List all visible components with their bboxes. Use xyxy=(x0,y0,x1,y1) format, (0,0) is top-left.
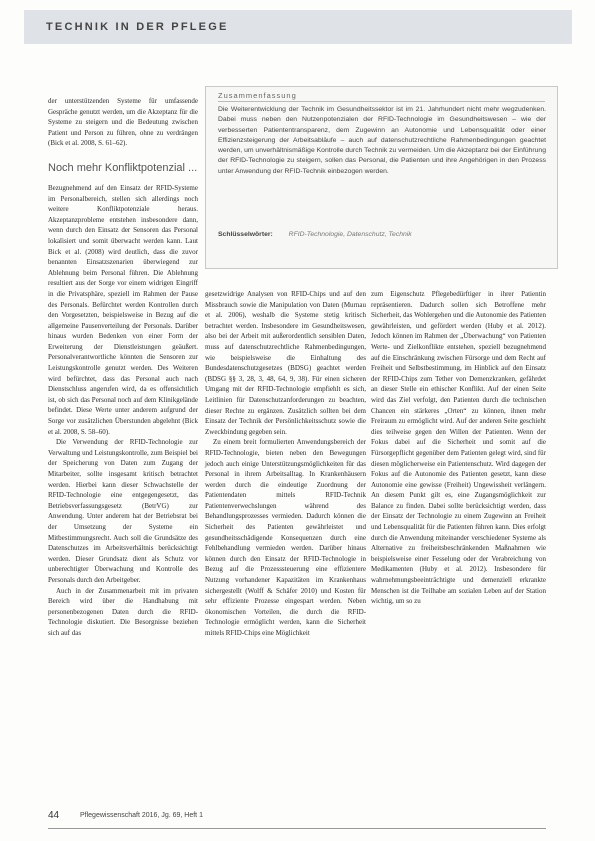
paragraph: Bezugnehmend auf den Einsatz der RFID-Systeme im Personalbereich, stellen sich allerdings noch weitere Konfliktpotenziale heraus. Akzeptanzprobleme entstehen insbesondere dann, wenn durch den Einsatz der Sensoren das Personal lokalisiert und somit überwacht werden kann. Laut Bick et al. (2008) wird deutlich, dass die zuvor benannten Einsatzszenarien überwiegend zur Ablehnung beim Personal führen. Die Ablehnung resultiert aus der Sorge vor einem widrigen Eingriff in die Privatsphäre, speziell im Rahmen der Pause des Personals. Befürchtet werden Kontrollen durch den Vorgesetzten, beispielsweise in Bezug auf die allgemeine Pausenverteilung der Personals. Darüber hinaus wurden Bedenken von einer Form der Erweiterung der Dienstleistungen geäußert. Personalverantwortliche könnten die Sensoren zur Leistungskontrolle genutzt werden. Des Weiteren wird befürchtet, dass das Personal auch nach Dienstschluss angerufen wird, da es offensichtlich ist, ob sich das Personal noch auf dem Klinikgelände befindet. Diese Werte unter anderem aufgrund der Sorge vor zusätzlichen Überstunden abgelehnt (Bick et al. 2008, S. 58–60). xyxy=(48,183,198,436)
summary-text: Die Weiterentwicklung der Technik im Gesundheitssektor ist im 21. Jahrhundert nicht mehr wegzudenken. Dabei muss neben den Nutzenpotenzialen der RFID-Technologie im Gesundheitswesen – wie der verbesserten Patiententransparenz, dem Zugewinn an Autonomie und Lebensqualität oder einer Effizienzsteigerung der Arbeitsabläufe – auch auf datenschutzrechtliche Rahmenbedingungen geachtet werden, um unverhältnismäßige Kontrolle durch Technik zu vermeiden. Um die Akzeptanz bei der Einführung der RFID-Technologie zu steigern, sollen das Personal, die Patienten und ihre Angehörigen in den Prozess unter Anwendung der RFID-Technik einbezogen werden. xyxy=(218,106,546,175)
section-header xyxy=(24,10,572,44)
keywords-value: RFID-Technologie, Datenschutz, Technik xyxy=(288,231,412,238)
summary-divider xyxy=(218,101,545,102)
page-number: 44 xyxy=(48,810,60,821)
column-left xyxy=(48,96,198,639)
paragraph: der unterstützenden Systeme für umfassende Gespräche genutzt werden, um die Akzeptanz für die Systeme zu steigern und die Bedeutung zwischen Patient und Person zu führen, ohne zu verdrängen (Bick et al. 2008, S. 61–62). xyxy=(48,97,198,148)
journal-citation: Pflegewissenschaft 2016, Jg. 69, Heft 1 xyxy=(80,812,203,819)
keywords-label: Schlüsselwörter: xyxy=(218,231,273,238)
paragraph: Auch in der Zusammenarbeit mit im privaten Bereich wird über die Handhabung mit personenbezogenen Daten durch die RFID-Technologie diskutiert. Die Besorgnisse beziehen sich auf das xyxy=(48,586,198,637)
subheading: Noch mehr Konfliktpotenzial ... xyxy=(48,161,198,174)
column-right xyxy=(371,289,546,607)
page-footer xyxy=(48,810,568,826)
keywords-line xyxy=(218,231,546,238)
footer-divider xyxy=(48,828,546,829)
summary-box xyxy=(205,86,558,269)
paragraph: zum Eigenschutz Pflegebedürftiger in ihrer Patientin repräsentieren. Dadurch sollen sich Betroffene mehr Sicherheit, das Wohlergehen und die Autonomie des Patienten gewährleisten, und gefördert werden (Huby et al. 2012). Jedoch können im Rahmen der „Überwachung“ von Patienten Werte- und Zielkonflikte entstehen, speziell bezugnehmend auf die Einschränkung zwischen Fürsorge und dem Recht auf Freiheit und Selbstbestimmung, im Hinblick auf den Einsatz der RFID-Chips zum Tether von Demenzkranken, gefährdet an dieser Stelle ein ethischer Konflikt. Auf der einen Seite wird das Ziel verfolgt, den Patienten durch die technischen Chancen ein stärkeres „Orten“ zu können, ihnen mehr Freiraum zu ermöglicht wird. Auf der anderen Seite geschieht dies teilweise gegen den Willen der Patienten. Wenn der Fokus dabei auf die Sicherheit und somit auf die Fürsorgepflicht gegenüber dem Patienten gelegt wird, sind für diesen möglicherweise ein Patientenschutz. Wird dagegen der Fokus auf die Autonomie des Patienten gesetzt, kann diese Autonomie eine gewisse (Freiheit) Ungewissheit verlängern. An diesem Punkt gilt es, eine Zugangsmöglichkeit zur Balance zu finden. Dabei sollte berücksichtigt werden, dass der Einsatz der Technologie zu einem Zugewinn an Freiheit und Lebensqualität für die Patienten führen kann. Dies erfolgt durch die Anwendung miteinander verschiedener Systeme als Alternative zu freiheitsbeschränkenden Maßnahmen wie beispielsweise einer Fesselung oder der Verabreichung von Medikamenten (Huby et al. 2012). Insbesondere für wahrnehmungsbeeinträchtigte und demenziell erkrankte Menschen ist die Teilhabe am sozialen Leben auf der Station wichtig, um so zu xyxy=(371,290,546,606)
paragraph: gesetzwidrige Analysen von RFID-Chips und auf den Missbrauch sowie die Manipulation von Daten (Murnau et al. 2006), weshalb die Systeme stetig kritisch betrachtet werden. Insbesondere im Gesundheitswesen, also bei der Arbeit mit außerordentlich sensiblen Daten, muss auf datenschutzrechtliche Rahmenbedingungen, wie beispielsweise die Einhaltung des Bundesdatenschutzgesetzes (BDSG) geachtet werden (BDSG §§ 3, 28, 3, 48, 64, 9, 38). Für einen sicheren Umgang mit der RFID-Technologie empfiehlt es sich, Leitlinien für Datenschutzanforderungen zu beachten, dieser Rechte zu ergänzen. Zusätzlich sollten bei dem Einsatz der Technik der Persönlichkeitsschutz sowie die Zweckbindung gegeben sein. xyxy=(205,290,366,436)
summary-label: Zusammenfassung xyxy=(218,91,297,100)
paragraph: Zu einem breit formulierten Anwendungsbereich der RFID-Technologie, bieten neben den Bewegungen jedoch auch einige Unterstützungsmöglichkeiten für das Personal in ihrem Arbeitsalltag. In Krankenhäusern werden durch die eindeutige Zuordnung der Patientendaten mittels RFID-Technik Patientenverwechslungen während des Behandlungsprozesses vermieden. Dadurch können die Sicherheit des Patienten gewährleistet und gesundheitsschädigende Konsequenzen durch eine Fehlbehandlung vermieden werden. Darüber hinaus können durch den Einsatz der RFID-Technologie in Bezug auf die Prozesssteuerung eine effizientere Nutzung vorhandener Kapazitäten im Krankenhaus sichergestellt (Wolff & Schäfer 2010) und Kosten für sehr effiziente Prozesse eingespart werden. Neben ökonomischen Vorteilen, die durch die RFID-Technologie ermöglicht werden, kann die Sicherheit mittels RFID-Chips eine Möglichkeit xyxy=(205,438,366,637)
column-middle xyxy=(205,289,366,639)
section-title: TECHNIK IN DER PFLEGE xyxy=(46,21,229,33)
paragraph: Die Verwendung der RFID-Technologie zur Verwaltung und Leistungskontrolle, zum Beispiel bei der Speicherung von Daten zum Zugang der Mitarbeiter, sollte insgesamt kritisch betrachtet werden. Hierbei kann dieser Schwachstelle der RFID-Technologie eine entgegengesetzt, das Betriebsverfassungsgesetz (BetrVG) zur Anwendung. Unter anderem hat der Betriebsrat bei der Umsetzung der Systeme ein Mitbestimmungsrecht. Auch soll die Grundsätze des Datenschutzes im Arbeitsverhältnis berücksichtigt werden. Dieser Grundsatz dient als Schutz vor unberechtigter Überwachung und Kontrolle des Personals durch den Arbeitgeber. xyxy=(48,438,198,584)
